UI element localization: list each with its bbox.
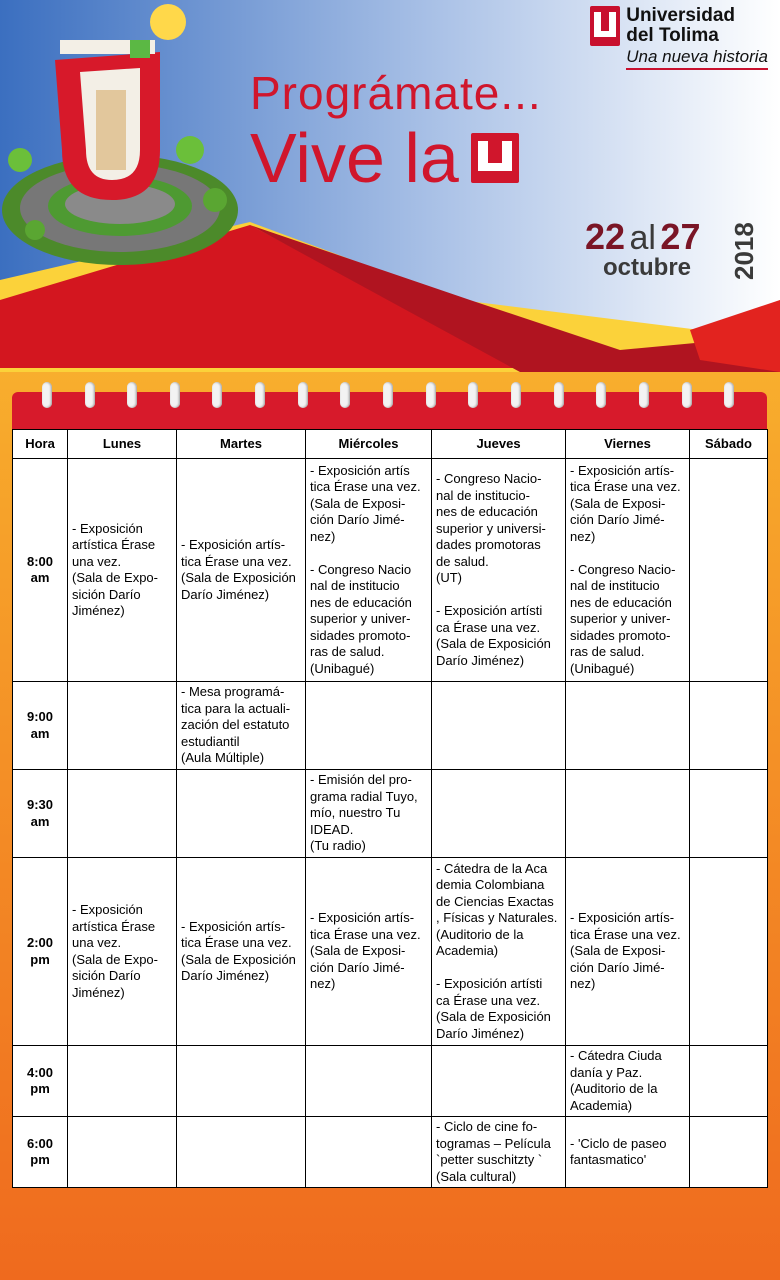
event-cell: - Exposición artís- tica Érase una vez. (Sala de Exposición Darío Jiménez) [177, 858, 306, 1046]
calendar-ring-icon [426, 382, 436, 408]
calendar-ring-icon [596, 382, 606, 408]
event-cell: - Exposición artística Érase una vez. (Sala de Expo- sición Darío Jiménez) [68, 858, 177, 1046]
event-cell: - Exposición artís- tica Érase una vez. (Sala de Exposición Darío Jiménez) [177, 459, 306, 682]
schedule-header-row [13, 430, 768, 459]
event-dates [585, 216, 701, 281]
calendar-ring-icon [511, 382, 521, 408]
headline-line2-wrap [250, 118, 519, 198]
event-cell: - Cátedra Ciuda danía y Paz. (Auditorio de la Academia) [566, 1046, 690, 1117]
hour-cell: 9:00 am [13, 682, 68, 770]
headline-line2: Vive la [250, 119, 459, 197]
calendar-ring-icon [724, 382, 734, 408]
date-end: 27 [660, 216, 701, 257]
calendar-ring-icon [383, 382, 393, 408]
calendar-ring-icon [468, 382, 478, 408]
date-joiner: al [629, 219, 656, 257]
header-day: Lunes [68, 430, 177, 459]
university-name-line2: del Tolima [626, 24, 719, 46]
schedule-row [13, 1117, 768, 1188]
schedule-row [13, 770, 768, 858]
event-cell: - 'Ciclo de paseo fantasmatico' [566, 1117, 690, 1188]
u-logo-icon [471, 133, 519, 183]
calendar-ring-icon [212, 382, 222, 408]
calendar-ring-icon [127, 382, 137, 408]
event-cell: - Mesa programá- tica para la actuali- zación del estatuto estudiantil (Aula Múltiple) [177, 682, 306, 770]
event-cell: - Exposición artís tica Érase una vez. (Sala de Exposi- ción Darío Jimé- nez) - Congreso Nacio nal de institucio nes de educación superior y univer- sidades promoto- ras de salud. (Unibagué) [306, 459, 432, 682]
event-cell [177, 1117, 306, 1188]
schedule-row [13, 1046, 768, 1117]
headline-line1: Prográmate... [250, 67, 542, 119]
calendar-ring-icon [639, 382, 649, 408]
calendar-ring-icon [340, 382, 350, 408]
university-name-line1: Universidad [626, 5, 735, 26]
event-cell: - Cátedra de la Aca demia Colombiana de Ciencias Exactas , Físicas y Naturales. (Auditorio de la Academia) - Exposición artísti ca Érase una vez. (Sala de Exposición Darío Jiménez) [432, 858, 566, 1046]
event-cell [432, 1046, 566, 1117]
event-cell: - Exposición artística Érase una vez. (Sala de Expo- sición Darío Jiménez) [68, 459, 177, 682]
event-cell [690, 459, 768, 682]
event-cell [690, 1046, 768, 1117]
date-start: 22 [585, 216, 626, 257]
hour-cell: 6:00 pm [13, 1117, 68, 1188]
event-cell [690, 858, 768, 1046]
hour-cell: 8:00 am [13, 459, 68, 682]
event-cell [566, 682, 690, 770]
event-cell [690, 770, 768, 858]
header-day: Martes [177, 430, 306, 459]
event-cell [432, 770, 566, 858]
header-day: Jueves [432, 430, 566, 459]
event-cell [690, 682, 768, 770]
event-cell [566, 770, 690, 858]
header-day: Miércoles [306, 430, 432, 459]
event-cell [68, 770, 177, 858]
university-slogan: Una nueva historia [626, 48, 768, 70]
university-logo [590, 6, 768, 70]
event-cell: - Congreso Nacio- nal de institucio- nes de educación superior y universi- dades promotoras de salud. (UT) - Exposición artísti ca Érase una vez. (Sala de Exposición Darío Jiménez) [432, 459, 566, 682]
calendar-ring-icon [554, 382, 564, 408]
event-cell [432, 682, 566, 770]
event-cell [690, 1117, 768, 1188]
calendar-ring-icon [682, 382, 692, 408]
schedule-table [12, 429, 768, 1188]
calendar-ring-icon [85, 382, 95, 408]
event-cell: - Ciclo de cine fo- togramas – Película `petter suschitzty ` (Sala cultural) [432, 1117, 566, 1188]
header-day: Viernes [566, 430, 690, 459]
header-hour: Hora [13, 430, 68, 459]
schedule-row [13, 682, 768, 770]
date-year: 2018 [729, 222, 759, 280]
event-cell [306, 1046, 432, 1117]
calendar-ring-icon [170, 382, 180, 408]
event-cell [177, 770, 306, 858]
hour-cell: 9:30 am [13, 770, 68, 858]
event-cell: - Emisión del pro- grama radial Tuyo, mío, nuestro Tu IDEAD. (Tu radio) [306, 770, 432, 858]
header-day: Sábado [690, 430, 768, 459]
date-month: octubre [603, 254, 692, 281]
event-cell [177, 1046, 306, 1117]
sun-icon [150, 4, 186, 40]
event-cell [68, 1046, 177, 1117]
event-cell: - Exposición artís- tica Érase una vez. (Sala de Exposi- ción Darío Jimé- nez) [306, 858, 432, 1046]
event-cell [306, 1117, 432, 1188]
hour-cell: 2:00 pm [13, 858, 68, 1046]
event-cell [68, 1117, 177, 1188]
hour-cell: 4:00 pm [13, 1046, 68, 1117]
event-cell [68, 682, 177, 770]
schedule-row [13, 858, 768, 1046]
event-cell: - Exposición artís- tica Érase una vez. (Sala de Exposi- ción Darío Jimé- nez) - Congreso Nacio- nal de institucio nes de educación superior y univer- sidades promoto- ras de salud. (Unibagué) [566, 459, 690, 682]
calendar-ring-icon [255, 382, 265, 408]
schedule-row [13, 459, 768, 682]
calendar-ring-icon [298, 382, 308, 408]
event-cell [306, 682, 432, 770]
university-u-icon [590, 6, 620, 46]
calendar-ring-icon [42, 382, 52, 408]
campus-illustration [0, 0, 250, 280]
event-cell: - Exposición artís- tica Érase una vez. (Sala de Exposi- ción Darío Jimé- nez) [566, 858, 690, 1046]
